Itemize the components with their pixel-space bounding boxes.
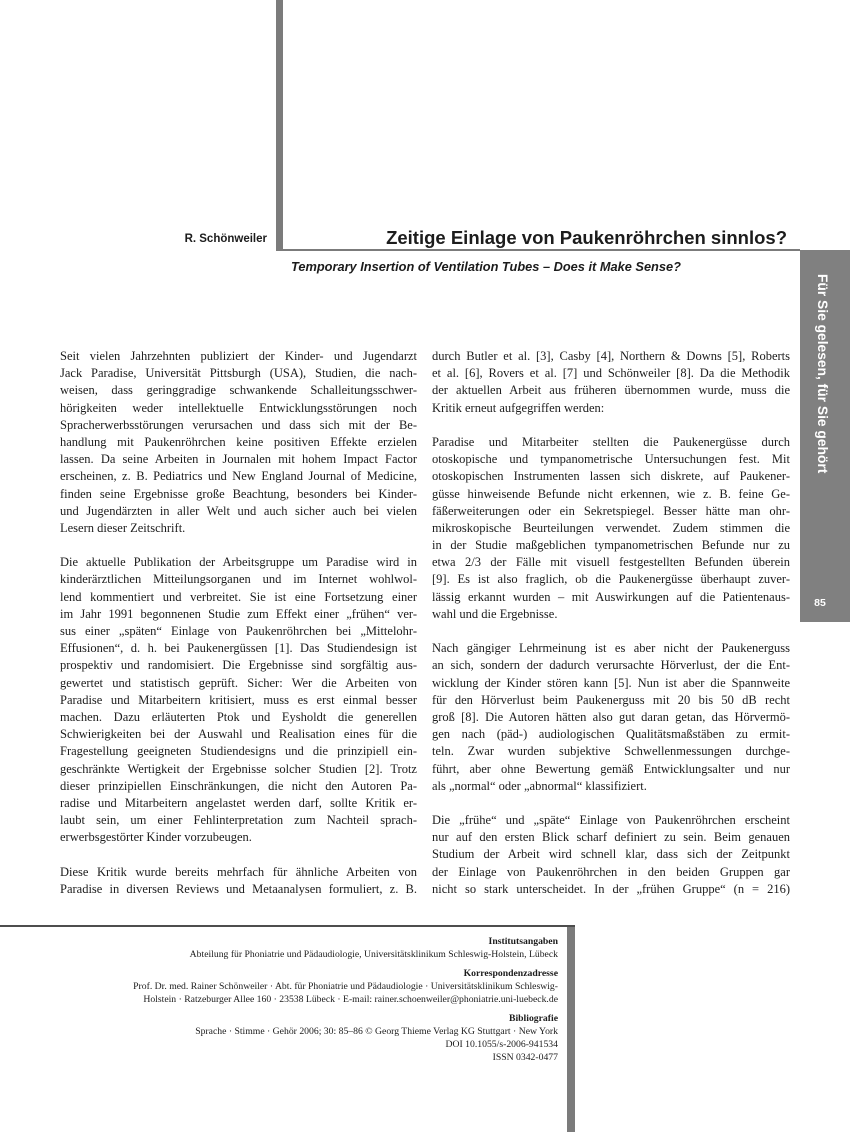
text-line: lassen. Da seine Arbeiten in Journalen mit hohem Impact Factor — [60, 452, 417, 467]
text-line: wicklung der Kinder stören kann [5]. Nun ist aber die Spannweite — [432, 675, 790, 690]
correspondence-line: Prof. Dr. med. Rainer Schönweiler · Abt. für Phoniatrie und Pädaudiologie · Universitätsklinikum Schleswig- — [133, 981, 558, 992]
text-line: Nach gängiger Lehrmeinung ist es aber nicht der Paukenerguss — [432, 641, 790, 656]
body-column-left — [60, 348, 417, 898]
text-line: Effusionen“, d. h. bei Paukenergüssen [1]. Das Studiendesign ist — [60, 641, 417, 656]
text-line: teln. Zwar wurden subjektive Schwellenmessungen durchge- — [432, 744, 790, 759]
text-line: otoskopischen Instrumenten lassen sich diskrete, auf Paukener- — [432, 469, 790, 484]
text-line: finden seine Ergebnisse große Beachtung, besonders bei Kinder- — [60, 486, 417, 501]
text-line: radise und Mitarbeitern angelastet werden darf, sollte Kritik er- — [60, 795, 417, 810]
text-line: Kritik erneut aufgegriffen werden: — [432, 400, 605, 415]
text-line: güsse hinweisende Befunde nicht erkennen, wie z. B. feine Ge- — [432, 486, 790, 501]
text-line: an sich, sondern der dadurch verursachte Hörverlust, der die Ent- — [432, 658, 790, 673]
text-line: gen nach (päd-) audiologischen Qualitätsmaßstäben zu ermit- — [432, 727, 790, 742]
text-line: Studium der Arbeit wird schnell klar, dass sich der Zeitpunkt — [432, 847, 790, 862]
author-name: R. Schönweiler — [184, 233, 267, 245]
article-info-box — [133, 935, 558, 1064]
article-title: Zeitige Einlage von Paukenröhrchen sinnlos? — [386, 227, 787, 248]
text-line: als „normal“ oder „abnormal“ klassifiziert. — [432, 778, 647, 793]
paragraph — [432, 434, 790, 623]
body-column-right — [432, 348, 790, 898]
text-line: dieser prinzipiellen Einschränkungen, die nicht den Autoren Pa- — [60, 778, 417, 793]
paragraph — [60, 864, 417, 898]
text-line: Spracherwerbsstörungen verursachen und dass sich mit der Be- — [60, 417, 417, 432]
text-line: weisen, dass geringgradige schwankende Schalleitungsschwer- — [60, 383, 417, 398]
text-line: groß [8]. Die Autoren hätten also gut daran getan, das Hörvermö- — [432, 709, 790, 724]
text-line: für den Hörverlust beim Paukenerguss mit 20 bis 50 dB recht — [432, 692, 790, 707]
text-line: der aktuellen Arbeit aus früheren übernommen wurde, muss die — [432, 383, 790, 398]
text-line: Paradise und Mitarbeiter stellten die Paukenergüsse durch — [432, 434, 790, 449]
text-line: lässig erkannt wurden – mit Auswirkungen auf die Patientenaus- — [432, 589, 790, 604]
text-line: erwerbsgestörter Kinder vorzubeugen. — [60, 830, 252, 845]
correspondence-line: Holstein · Ratzeburger Allee 160 · 23538 Lübeck · E-mail: rainer.schoenweiler@phoniatrie.uni-luebeck.de — [143, 994, 558, 1005]
paragraph — [60, 348, 417, 537]
text-line: in der Studie maßgeblichen tympanometrischen Befunde nur zu — [432, 538, 790, 553]
text-line: nicht so stark unterscheidet. In der „frühen Gruppe“ (n = 216) — [432, 881, 790, 896]
page-number: 85 — [814, 597, 826, 609]
text-line: und Jugendärzten in aller Welt und auch sicher auch bei vielen — [60, 503, 417, 518]
institute-heading: Institutsangaben — [488, 936, 558, 947]
text-line: durch Butler et al. [3], Casby [4], Northern & Downs [5], Roberts — [432, 349, 790, 363]
header-rule — [283, 249, 800, 251]
text-line: sus einer „späten“ Einlage von Paukenröhrchen bei „Mittelohr- — [60, 624, 417, 638]
paragraph — [432, 640, 790, 795]
text-line: mikroskopische Beurteilungen verwendet. Zudem stimmen die — [432, 520, 790, 535]
correspondence-section — [133, 967, 558, 1006]
article-subtitle: Temporary Insertion of Ventilation Tubes – Does it Make Sense? — [291, 259, 681, 274]
text-line: Paradise und Mitarbeitern kritisiert, muss es erst einmal besser — [60, 692, 417, 707]
section-tab — [800, 250, 850, 622]
text-line: führt, aber ohne Bewertung gemäß Entwicklungsalter und nur — [432, 761, 790, 776]
institute-section — [133, 935, 558, 961]
text-line: Diese Kritik wurde bereits mehrfach für ähnliche Arbeiten von — [60, 864, 417, 879]
text-line: erscheinen, z. B. Pediatrics und New England Journal of Medicine, — [60, 469, 417, 484]
institute-line: Abteilung für Phoniatrie und Pädaudiologie, Universitätsklinikum Schleswig-Holstein, Lübeck — [189, 949, 558, 960]
text-line: prospektiv und randomisiert. Die Ergebnisse sind sorgfältig aus- — [60, 658, 417, 673]
text-line: handlung mit Paukenröhrchen keine positiven Effekte erzielen — [60, 434, 417, 449]
text-line: kinderärztlichen Mitteilungsorganen und im Internet wohlwol- — [60, 572, 417, 587]
text-line: et al. [6], Rovers et al. [7] und Schönweiler [8]. Da die Methodik — [432, 366, 790, 381]
paragraph — [432, 348, 790, 417]
text-line: Die aktuelle Publikation der Arbeitsgruppe um Paradise wird in — [60, 555, 417, 570]
paragraph — [60, 554, 417, 846]
text-line: gewertet und statistisch geprüft. Sicher: Wer die Arbeiten von — [60, 675, 417, 690]
text-line: Jack Paradise, Universität Pittsburgh (USA), Studien, die nach- — [60, 366, 417, 381]
text-line: laubt sein, um einer Fehlinterpretation zum Nachteil sprach- — [60, 813, 417, 828]
text-line: otoskopische und tympanometrische Untersuchungen fest. Mit — [432, 452, 790, 467]
paragraph — [432, 812, 790, 898]
text-line: Die „frühe“ und „späte“ Einlage von Paukenröhrchen erscheint — [432, 813, 790, 828]
bibliography-citation: Sprache · Stimme · Gehör 2006; 30: 85–86 © Georg Thieme Verlag KG Stuttgart · New York — [195, 1026, 558, 1037]
correspondence-heading: Korrespondenzadresse — [463, 968, 558, 979]
text-line: der Einlage von Paukenröhrchen in den beiden Gruppen gar — [432, 864, 790, 879]
text-line: etwa 2/3 der Fälle mit visuell festgestellten Befunden überein — [432, 555, 790, 570]
text-line: im Jahr 1991 begonnenen Studie zum Effekt einer „frühen“ ver- — [60, 606, 417, 621]
text-line: nur auf den ersten Blick scharf definiert zu sein. Beim genauen — [432, 830, 790, 845]
footer-vertical-bar — [567, 927, 575, 1132]
text-line: machen. Dazu erläuterten Ptok und Eysholdt die generellen — [60, 709, 417, 724]
text-line: Seit vielen Jahrzehnten publiziert der Kinder- und Jugendarzt — [60, 349, 417, 363]
header-vertical-bar — [276, 0, 283, 251]
bibliography-issn: ISSN 0342-0477 — [492, 1052, 558, 1063]
section-tab-label: Für Sie gelesen, für Sie gehört — [815, 274, 830, 474]
text-line: Lesern dieser Zeitschrift. — [60, 520, 186, 535]
text-line: Paradise in diversen Reviews und Metaanalysen formuliert, z. B. — [60, 881, 417, 896]
text-line: hörigkeiten weder intellektuelle Entwicklungsstörungen noch — [60, 400, 417, 415]
bibliography-section — [133, 1012, 558, 1064]
text-line: fäßerweiterungen oder ein Sekretspiegel. Besser hätte man ohr- — [432, 503, 790, 518]
text-line: Fragestellung geeigneten Studiendesigns und die prinzipiell ein- — [60, 744, 417, 759]
footer-rule — [0, 925, 575, 927]
text-line: lend kommentiert und verbreitet. Sie ist eine Fortsetzung einer — [60, 589, 417, 604]
bibliography-heading: Bibliografie — [509, 1013, 558, 1024]
text-line: wahl und die Ergebnisse. — [432, 606, 558, 621]
text-line: Schwierigkeiten bei der Auswahl und Realisation eines für die — [60, 727, 417, 742]
text-line: [9]. Es ist also fraglich, ob die Paukenergüsse überhaupt zuver- — [432, 572, 790, 587]
text-line: geschränkte Wertigkeit der Ergebnisse solcher Studien [2]. Trotz — [60, 761, 417, 776]
bibliography-doi: DOI 10.1055/s-2006-941534 — [445, 1039, 558, 1050]
